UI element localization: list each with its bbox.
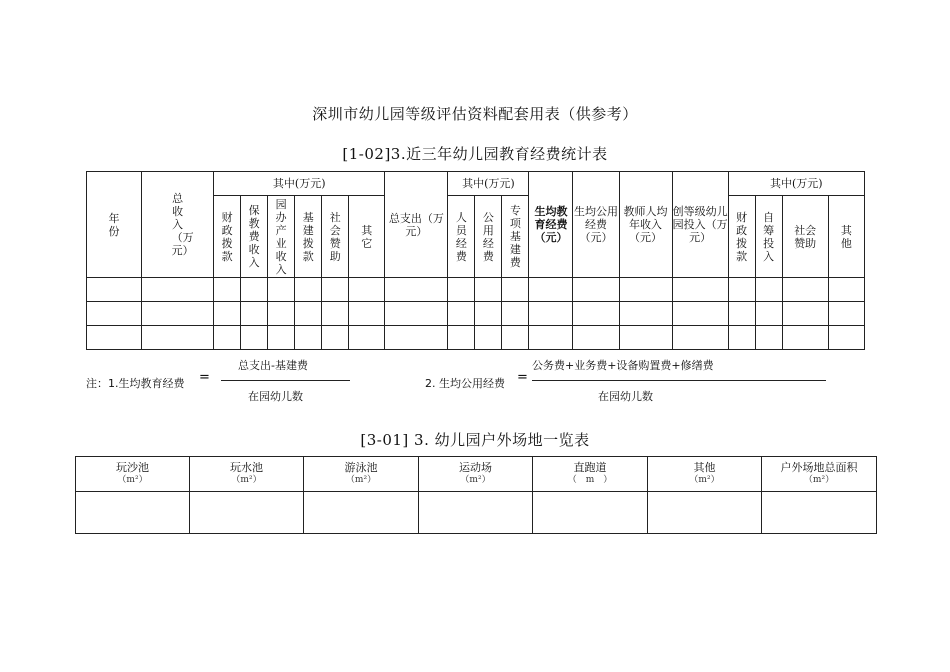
header-social-donation: 社会赞助 [322, 196, 349, 278]
note-formula-2-denominator: 在园幼儿数 [598, 390, 653, 403]
note-formula-2-equals: = [517, 370, 528, 385]
header-teacher-income: 教师人均年收入（元） [619, 172, 672, 278]
header-total-income: 总收入（万元） [142, 172, 214, 278]
header-year: 年份 [87, 172, 142, 278]
note-formula-1-numerator: 总支出-基建费 [238, 359, 308, 372]
col-swimming-pool: 游泳池 （m²） [304, 457, 419, 492]
header-grade-investment: 创等级幼儿园投入（万元） [672, 172, 728, 278]
note-formula-2-fraction-line [532, 380, 826, 381]
header-self-raised: 自筹投入 [755, 196, 782, 278]
outdoor-area-table [75, 456, 877, 534]
header-income-breakdown: 其中(万元) [214, 172, 385, 196]
col-straight-track: 直跑道 （ m ） [533, 457, 648, 492]
col-water-pool: 玩水池 （m²） [190, 457, 304, 492]
header-fiscal: 财政拨款 [214, 196, 241, 278]
note-formula-2-label: 2. 生均公用经费 [425, 377, 505, 390]
note-formula-1-label: 注：1.生均教育经费 [86, 377, 185, 390]
header-expense-breakdown: 其中(万元) [448, 172, 529, 196]
header-per-child-public: 生均公用经费（元） [573, 172, 619, 278]
col-sports-field: 运动场 （m²） [419, 457, 533, 492]
header-total-expense: 总支出（万元） [385, 172, 448, 278]
education-funding-table [86, 171, 865, 350]
col-total-outdoor-area: 户外场地总面积 （m²） [762, 457, 877, 492]
table-row [87, 326, 865, 350]
table2-caption: [3-01] 3. 幼儿园户外场地一览表 [360, 431, 590, 449]
header-public: 公用经费 [475, 196, 502, 278]
table-row [87, 278, 865, 302]
header-other2: 其他 [828, 196, 864, 278]
table1-caption: [1-02]3.近三年幼儿园教育经费统计表 [342, 145, 608, 163]
header-social-donation2: 社会赞助 [782, 196, 828, 278]
col-other: 其他 （m²） [648, 457, 762, 492]
note-formula-2-numerator: 公务费+业务费+设备购置费+修缮费 [532, 359, 714, 372]
document-title: 深圳市幼儿园等级评估资料配套用表（供参考） [312, 105, 638, 123]
table-row [76, 492, 877, 534]
header-school-enterprise: 园办产业收入 [268, 196, 295, 278]
header-other: 其它 [349, 196, 385, 278]
header-special: 专项基建费 [502, 196, 529, 278]
note-formula-1-equals: = [199, 370, 210, 385]
table-row [87, 302, 865, 326]
header-personnel: 人员经费 [448, 196, 475, 278]
note-formula-1-denominator: 在园幼儿数 [248, 390, 303, 403]
header-per-child-education: 生均教育经费（元） [529, 172, 573, 278]
header-investment-breakdown: 其中(万元) [728, 172, 864, 196]
note-formula-1-fraction-line [221, 380, 350, 381]
col-sandpit: 玩沙池 （m²） [76, 457, 190, 492]
header-fiscal2: 财政拨款 [728, 196, 755, 278]
header-childcare-fee: 保教费收入 [241, 196, 268, 278]
header-construction-funding: 基建拨款 [295, 196, 322, 278]
